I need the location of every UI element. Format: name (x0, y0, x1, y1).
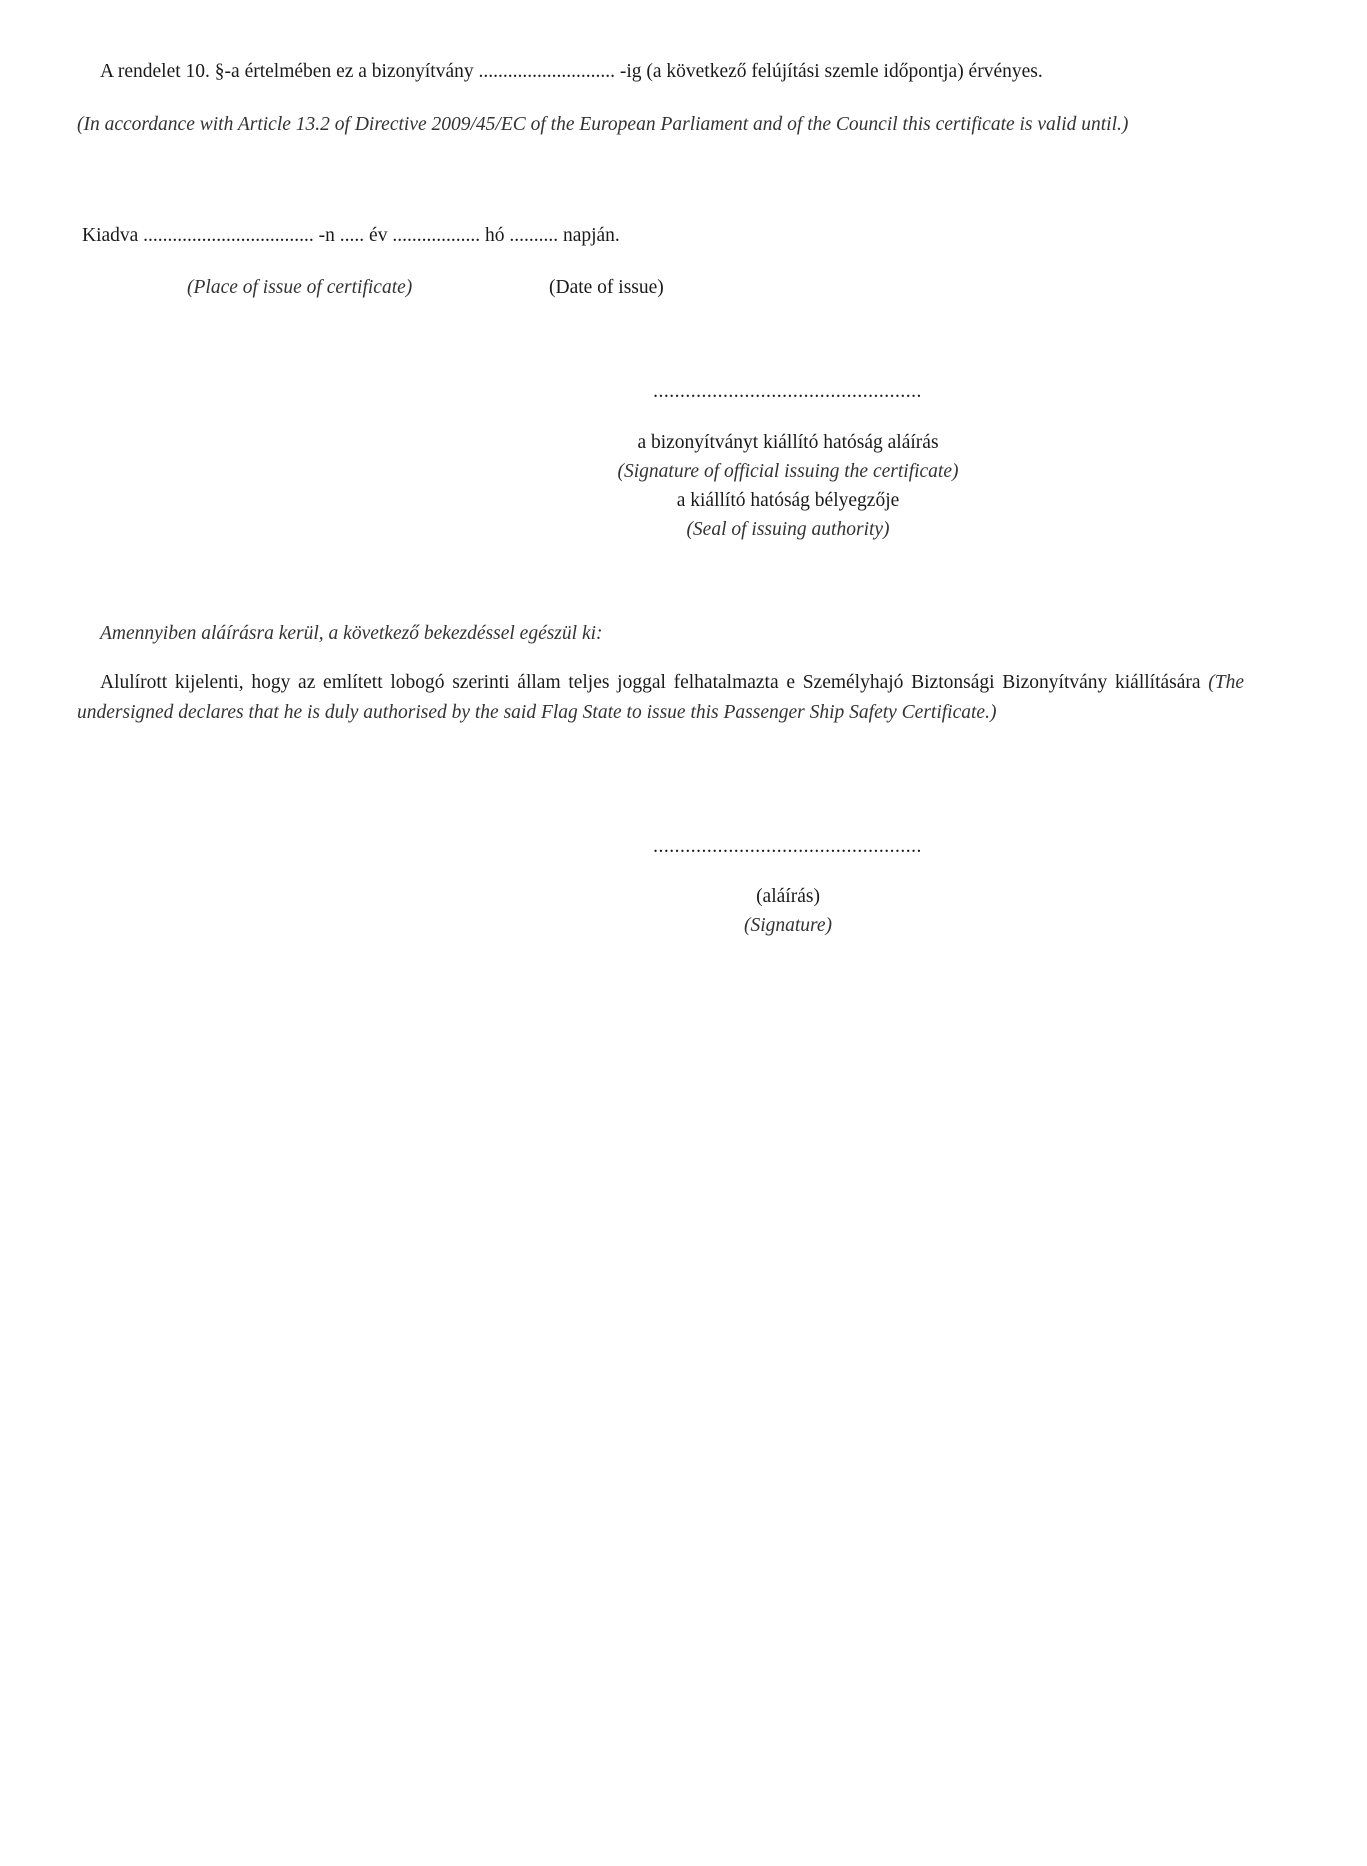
date-of-issue-label: (Date of issue) (549, 277, 664, 298)
final-signature-en: (Signature) (743, 915, 833, 936)
supplement-condition: Amennyiben aláírásra kerül, a következő bekezdéssel egészül ki: (100, 623, 603, 644)
issue-line: Kiadva ................................... -n ..... év .................. hó .......... napján. (82, 225, 620, 246)
authority-signature-hu: a bizonyítványt kiállító hatóság aláírás (637, 432, 939, 453)
authority-signature-line: .................................................. (653, 381, 922, 402)
final-signature-line: .................................................. (653, 836, 922, 857)
authority-signature-en: (Signature of official issuing the certificate) (617, 461, 959, 482)
final-signature-hu: (aláírás) (756, 886, 820, 907)
validity-statement-en: (In accordance with Article 13.2 of Directive 2009/45/EC of the European Parliament and of the Council this certificate is valid until.) (77, 114, 1129, 135)
declaration-en: (The undersigned declares that he is duly authorised by the said Flag State to issue this Passenger Ship Safety Certificate.) (77, 672, 1244, 723)
place-of-issue-label: (Place of issue of certificate) (187, 277, 413, 298)
declaration-paragraph (77, 668, 1244, 728)
authority-seal-en: (Seal of issuing authority) (686, 519, 890, 540)
authority-seal-hu: a kiállító hatóság bélyegzője (676, 490, 900, 511)
validity-statement-hu: A rendelet 10. §-a értelmében ez a bizonyítvány ............................ -ig (a következő felújítási szemle időpontja) érvényes. (100, 61, 1043, 82)
declaration-hu: Alulírott kijelenti, hogy az említett lobogó szerinti állam teljes joggal felhatalmazta e Személyhajó Biztonsági Bizonyítvány kiállítására (100, 672, 1201, 693)
